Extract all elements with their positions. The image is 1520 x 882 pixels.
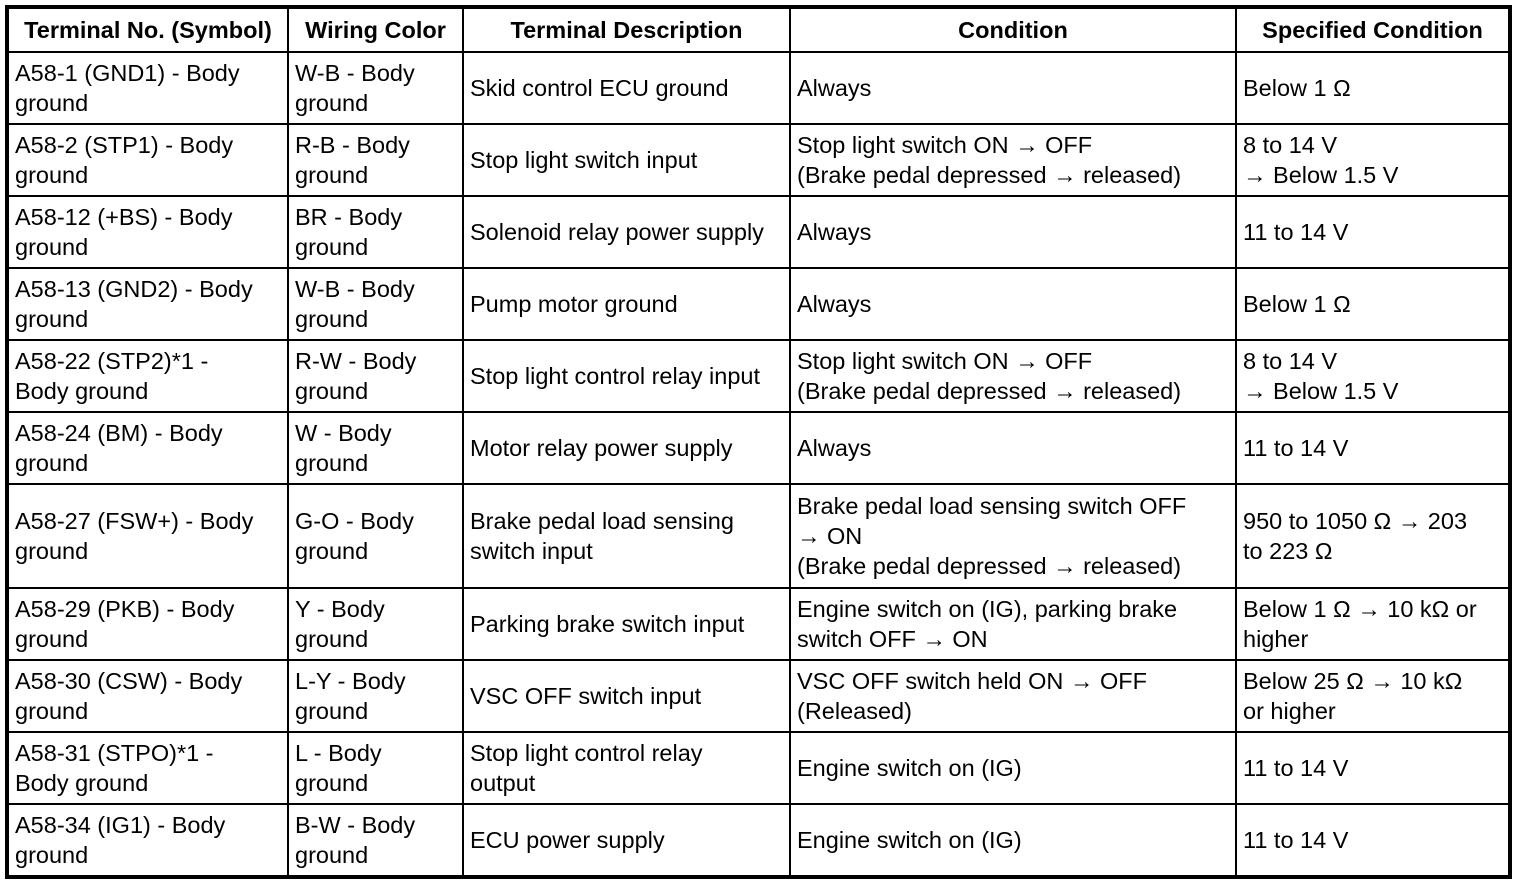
cell-text: A58-13 (GND2) - Body ground (15, 276, 253, 332)
cell-text: R-W - Body ground (295, 348, 417, 404)
cell-specified-condition (1236, 732, 1510, 804)
cell-wiring-color (288, 124, 463, 196)
cell-specified-condition (1236, 340, 1510, 412)
cell-text: Below 1 Ω (1243, 291, 1351, 317)
table-row (7, 52, 1510, 124)
cell-specified-condition (1236, 484, 1510, 588)
cell-condition (790, 484, 1236, 588)
cell-text: Engine switch on (IG) (797, 827, 1022, 853)
header-terminal-description: Terminal Description (463, 7, 790, 52)
cell-text: L - Body ground (295, 740, 382, 796)
cell-condition (790, 732, 1236, 804)
cell-specified-condition (1236, 124, 1510, 196)
cell-condition (790, 804, 1236, 877)
cell-wiring-color (288, 52, 463, 124)
cell-text: 8 to 14 V → Below 1.5 V (1243, 348, 1399, 404)
cell-wiring-color (288, 412, 463, 484)
table-row (7, 588, 1510, 660)
cell-text: 11 to 14 V (1243, 755, 1349, 781)
cell-text: Pump motor ground (470, 291, 678, 317)
cell-wiring-color (288, 732, 463, 804)
cell-condition (790, 52, 1236, 124)
table-row (7, 660, 1510, 732)
table-row (7, 732, 1510, 804)
cell-specified-condition (1236, 804, 1510, 877)
header-condition: Condition (790, 7, 1236, 52)
cell-text: A58-24 (BM) - Body ground (15, 420, 223, 476)
cell-text: Parking brake switch input (470, 611, 745, 637)
cell-text: Brake pedal load sensing switch OFF → ON (Brake pedal depressed → released) (797, 493, 1187, 579)
cell-condition (790, 196, 1236, 268)
cell-text: BR - Body ground (295, 204, 403, 260)
cell-terminal-no (7, 804, 288, 877)
cell-text: A58-2 (STP1) - Body ground (15, 132, 234, 188)
header-wiring-color: Wiring Color (288, 7, 463, 52)
cell-text: 11 to 14 V (1243, 827, 1349, 853)
cell-terminal-no (7, 660, 288, 732)
cell-terminal-no (7, 196, 288, 268)
cell-text: Y - Body ground (295, 596, 385, 652)
cell-text: Stop light control relay output (470, 740, 703, 796)
cell-terminal-description (463, 196, 790, 268)
table-row (7, 340, 1510, 412)
cell-specified-condition (1236, 412, 1510, 484)
cell-terminal-no (7, 412, 288, 484)
cell-text: R-B - Body ground (295, 132, 410, 188)
cell-text: A58-30 (CSW) - Body ground (15, 668, 243, 724)
cell-text: Below 25 Ω → 10 kΩ or higher (1243, 668, 1463, 724)
cell-text: Below 1 Ω (1243, 75, 1351, 101)
cell-text: 11 to 14 V (1243, 219, 1349, 245)
cell-wiring-color (288, 268, 463, 340)
cell-condition (790, 268, 1236, 340)
cell-text: A58-1 (GND1) - Body ground (15, 60, 240, 116)
cell-terminal-no (7, 52, 288, 124)
cell-text: Stop light switch input (470, 147, 698, 173)
cell-wiring-color (288, 484, 463, 588)
cell-text: Stop light switch ON → OFF (Brake pedal depressed → released) (797, 132, 1182, 188)
cell-text: Brake pedal load sensing switch input (470, 508, 734, 564)
cell-text: Always (797, 435, 872, 461)
cell-text: Stop light switch ON → OFF (Brake pedal depressed → released) (797, 348, 1182, 404)
cell-condition (790, 660, 1236, 732)
cell-specified-condition (1236, 268, 1510, 340)
cell-text: Stop light control relay input (470, 363, 760, 389)
cell-text: L-Y - Body ground (295, 668, 406, 724)
table-row (7, 412, 1510, 484)
cell-terminal-description (463, 124, 790, 196)
table-row (7, 268, 1510, 340)
cell-text: Engine switch on (IG) (797, 755, 1022, 781)
header-terminal-no: Terminal No. (Symbol) (7, 7, 288, 52)
cell-wiring-color (288, 660, 463, 732)
cell-terminal-description (463, 484, 790, 588)
cell-text: Always (797, 75, 872, 101)
cell-text: A58-12 (+BS) - Body ground (15, 204, 233, 260)
table-row (7, 804, 1510, 877)
cell-wiring-color (288, 340, 463, 412)
cell-specified-condition (1236, 660, 1510, 732)
cell-terminal-description (463, 660, 790, 732)
cell-condition (790, 412, 1236, 484)
cell-terminal-description (463, 588, 790, 660)
table-row (7, 484, 1510, 588)
cell-text: G-O - Body ground (295, 508, 414, 564)
cell-terminal-description (463, 268, 790, 340)
table-row (7, 196, 1510, 268)
cell-specified-condition (1236, 52, 1510, 124)
cell-text: Solenoid relay power supply (470, 219, 764, 245)
cell-specified-condition (1236, 588, 1510, 660)
cell-terminal-description (463, 732, 790, 804)
table-row (7, 124, 1510, 196)
cell-specified-condition (1236, 196, 1510, 268)
cell-text: W-B - Body ground (295, 276, 415, 332)
cell-condition (790, 124, 1236, 196)
cell-terminal-description (463, 340, 790, 412)
cell-text: VSC OFF switch held ON → OFF (Released) (797, 668, 1147, 724)
cell-terminal-no (7, 588, 288, 660)
cell-condition (790, 340, 1236, 412)
cell-text: Motor relay power supply (470, 435, 733, 461)
cell-text: Skid control ECU ground (470, 75, 729, 101)
cell-text: A58-34 (IG1) - Body ground (15, 812, 226, 868)
cell-text: A58-22 (STP2)*1 - Body ground (15, 348, 209, 404)
cell-wiring-color (288, 804, 463, 877)
cell-text: 8 to 14 V → Below 1.5 V (1243, 132, 1399, 188)
cell-terminal-no (7, 340, 288, 412)
cell-text: ECU power supply (470, 827, 665, 853)
cell-terminal-no (7, 268, 288, 340)
cell-text: W - Body ground (295, 420, 392, 476)
cell-text: 950 to 1050 Ω → 203 to 223 Ω (1243, 508, 1468, 564)
cell-text: VSC OFF switch input (470, 683, 702, 709)
cell-terminal-no (7, 124, 288, 196)
cell-text: Below 1 Ω → 10 kΩ or higher (1243, 596, 1477, 652)
header-row (7, 7, 1510, 52)
cell-terminal-description (463, 804, 790, 877)
cell-terminal-no (7, 732, 288, 804)
cell-text: Always (797, 219, 872, 245)
terminal-spec-table (5, 5, 1512, 879)
cell-terminal-description (463, 412, 790, 484)
cell-terminal-no (7, 484, 288, 588)
cell-text: Engine switch on (IG), parking brake switch OFF → ON (797, 596, 1178, 652)
cell-text: Always (797, 291, 872, 317)
cell-condition (790, 588, 1236, 660)
cell-text: A58-29 (PKB) - Body ground (15, 596, 235, 652)
cell-text: A58-31 (STPO)*1 - Body ground (15, 740, 214, 796)
cell-text: A58-27 (FSW+) - Body ground (15, 508, 254, 564)
terminal-spec-table-container (5, 5, 1508, 876)
cell-wiring-color (288, 588, 463, 660)
cell-text: W-B - Body ground (295, 60, 415, 116)
cell-text: 11 to 14 V (1243, 435, 1349, 461)
cell-wiring-color (288, 196, 463, 268)
cell-terminal-description (463, 52, 790, 124)
header-specified-condition: Specified Condition (1236, 7, 1510, 52)
cell-text: B-W - Body ground (295, 812, 416, 868)
